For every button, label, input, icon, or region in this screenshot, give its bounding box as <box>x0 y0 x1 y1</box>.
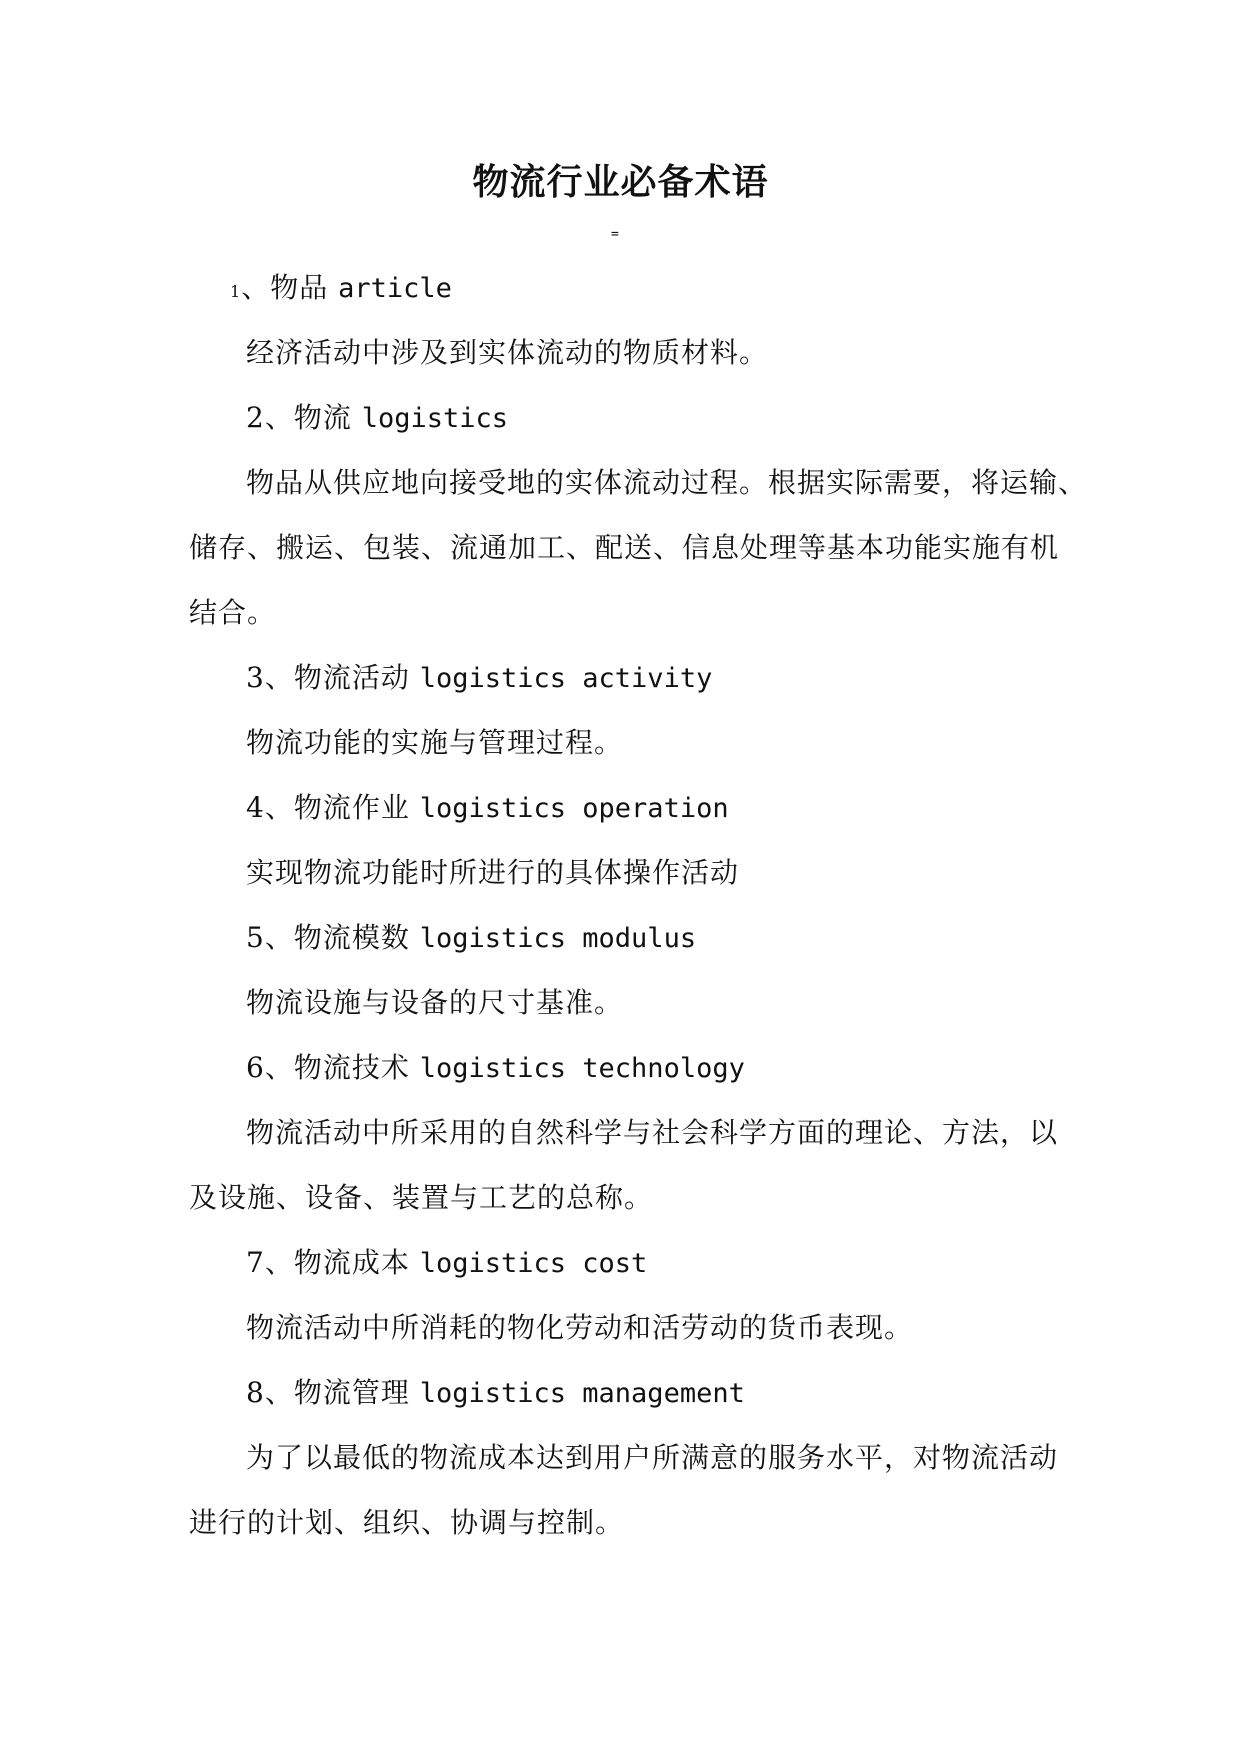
term-heading-6 <box>246 1048 745 1089</box>
term-label-2: 2、物流 <box>246 401 352 434</box>
term-heading-8 <box>246 1373 745 1414</box>
term-label-1: 物品 <box>270 271 329 304</box>
term-english-7: logistics cost <box>419 1248 648 1279</box>
definition-1-line-1: 经济活动中涉及到实体流动的物质材料。 <box>246 336 769 369</box>
term-heading-2 <box>246 398 508 439</box>
definition-8-line-1: 为了以最低的物流成本达到用户所满意的服务水平，对物流活动 <box>246 1441 1059 1474</box>
definition-4-line-1: 实现物流功能时所进行的具体操作活动 <box>246 856 740 889</box>
term-heading-3 <box>246 658 712 699</box>
term-label-7: 7、物流成本 <box>246 1246 410 1279</box>
term-heading-4 <box>246 788 729 829</box>
term-label-5: 5、物流模数 <box>246 921 410 954</box>
term-heading-7 <box>246 1243 647 1284</box>
definition-6-line-2: 及设施、设备、装置与工艺的总称。 <box>189 1181 654 1214</box>
page-title: 物流行业必备术语 <box>472 161 769 203</box>
term-english-4: logistics operation <box>419 793 729 824</box>
term-separator-1: 、 <box>241 271 271 304</box>
definition-8-line-2: 进行的计划、组织、协调与控制。 <box>189 1506 625 1539</box>
term-english-8: logistics management <box>419 1378 745 1409</box>
term-english-1: article <box>338 273 452 304</box>
definition-7-line-1: 物流活动中所消耗的物化劳动和活劳动的货币表现。 <box>246 1311 914 1344</box>
term-heading-1 <box>230 268 452 312</box>
term-heading-5 <box>246 918 696 959</box>
term-label-8: 8、物流管理 <box>246 1376 410 1409</box>
term-english-2: logistics <box>361 403 509 434</box>
definition-2-line-1: 物品从供应地向接受地的实体流动过程。根据实际需要，将运输、 <box>246 466 1088 499</box>
term-english-6: logistics technology <box>419 1053 745 1084</box>
term-label-4: 4、物流作业 <box>246 791 410 824</box>
definition-2-line-2: 储存、搬运、包装、流通加工、配送、信息处理等基本功能实施有机 <box>189 531 1060 564</box>
definition-6-line-1: 物流活动中所采用的自然科学与社会科学方面的理论、方法，以 <box>246 1116 1059 1149</box>
definition-5-line-1: 物流设施与设备的尺寸基准。 <box>246 986 624 1019</box>
title-mark: = <box>611 227 619 242</box>
definition-2-line-3: 结合。 <box>189 596 277 629</box>
term-english-5: logistics modulus <box>419 923 697 954</box>
term-english-3: logistics activity <box>419 663 713 694</box>
term-label-3: 3、物流活动 <box>246 661 410 694</box>
term-label-6: 6、物流技术 <box>246 1051 410 1084</box>
term-number-1: 1 <box>230 282 242 301</box>
definition-3-line-1: 物流功能的实施与管理过程。 <box>246 726 624 759</box>
